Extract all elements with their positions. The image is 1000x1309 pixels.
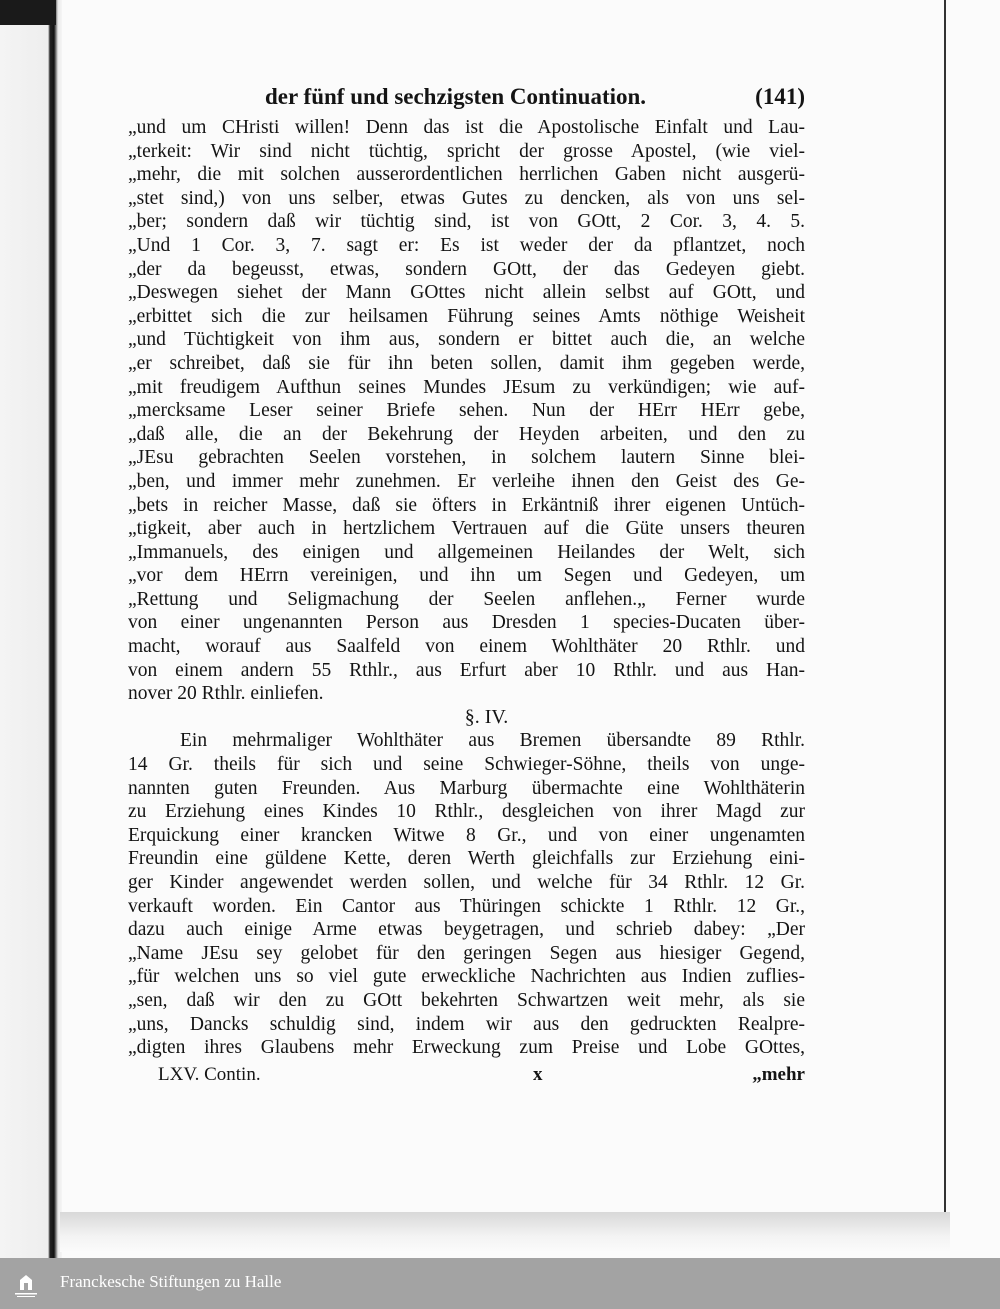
text-line: verkauft worden. Ein Cantor aus Thüringen schickte 1 Rthlr. 12 Gr., [128, 895, 805, 917]
text-line: „Und 1 Cor. 3, 7. sagt er: Es ist weder der da pflantzet, noch [128, 234, 805, 256]
book-page [128, 80, 805, 1094]
page-header [128, 80, 805, 116]
text-line: „tigkeit, aber auch in hertzlichem Vertrauen auf die Güte unsers theuren [128, 518, 805, 540]
text-line: „JEsu gebrachten Seelen vorstehen, in solchem lautern Sinne blei- [128, 447, 805, 469]
scan-left-edge [0, 0, 62, 1258]
text-line: zu Erziehung eines Kindes 10 Rthlr., desgleichen von ihrer Magd zur [128, 801, 805, 823]
text-line: „und Tüchtigkeit von ihm aus, sondern er bittet auch die, an welche [128, 329, 805, 351]
text-line: „Name JEsu sey gelobet für den geringen Segen aus hiesiger Gegend, [128, 942, 805, 964]
scan-bottom-shadow [60, 1212, 950, 1252]
text-line: „ben, und immer mehr zunehmen. Er verleihe ihnen den Geist des Ge- [128, 470, 805, 492]
text-line: „und um CHristi willen! Denn das ist die Apostolische Einfalt und Lau- [128, 117, 805, 138]
page-number: (141) [755, 84, 805, 109]
text-line: „digten ihres Glaubens mehr Erweckung zum Preise und Lobe GOttes, [128, 1037, 805, 1059]
text-line: Erquickung einer krancken Witwe 8 Gr., und von einer ungenamten [128, 824, 805, 846]
viewer-footer-bar [0, 1258, 1000, 1309]
text-line: „uns, Dancks schuldig sind, indem wir aus den gedruckten Realpre- [128, 1013, 805, 1035]
text-line: dazu auch einige Arme etwas beygetragen, und schrieb dabey: „Der [128, 919, 805, 941]
text-line: von einem andern 55 Rthlr., aus Erfurt aber 10 Rthlr. und aus Han- [128, 659, 805, 681]
text-line: ger Kinder angewendet werden sollen, und welche für 34 Rthlr. 12 Gr. [128, 872, 805, 893]
text-line: macht, worauf aus Saalfeld von einem Wohlthäter 20 Rthlr. und [128, 636, 805, 658]
text-line: „sen, daß wir den zu GOtt bekehrten Schwartzen weit mehr, als sie [128, 989, 805, 1011]
text-line: „für welchen uns so viel gute erweckliche Nachrichten aus Indien zuflies- [128, 966, 805, 988]
text-line: „terkeit: Wir sind nicht tüchtig, spricht der grosse Apostel, (wie viel- [128, 140, 805, 162]
text-line: „mit freudigem Aufthun seines Mundes JEsum zu verkündigen; wie auf- [128, 376, 805, 398]
text-line: 14 Gr. theils für sich und seine Schwieger-Söhne, theils von unge- [128, 754, 805, 776]
catchword: „mehr [752, 1063, 805, 1085]
franckesche-stiftungen-logo-icon [10, 1268, 42, 1300]
text-line: „daß alle, die an der Bekehrung der Heyden arbeiten, und den zu [128, 423, 805, 445]
paragraph-1 [128, 116, 805, 706]
text-line: von einer ungenannten Person aus Dresden 1 species-Ducaten über- [128, 612, 805, 634]
sheet-mark: x [533, 1063, 543, 1085]
text-line: Freundin eine güldene Kette, deren Werth gleichfalls zur Erziehung eini- [128, 848, 805, 870]
page-footer [128, 1064, 805, 1094]
signature-mark: LXV. Contin. [158, 1063, 261, 1085]
text-line: „mehr, die mit solchen ausserordentlichen herrlichen Gaben nicht ausgerü- [128, 164, 805, 186]
text-line: nover 20 Rthlr. einliefen. [128, 683, 324, 705]
paragraph-2 [128, 729, 805, 1059]
scan-right-edge [944, 0, 946, 1215]
text-line: „mercksame Leser seiner Briefe sehen. Nun der HErr HErr gebe, [128, 400, 805, 422]
text-line: „er schreibet, daß sie für ihn beten sollen, damit ihm gegeben werde, [128, 352, 805, 374]
text-line: „vor dem HErrn vereinigen, und ihn um Segen und Gedeyen, um [128, 565, 805, 587]
institution-name: Franckesche Stiftungen zu Halle [60, 1272, 282, 1291]
scan-corner-shadow [0, 0, 56, 25]
text-line: „Rettung und Seligmachung der Seelen anflehen.„ Ferner wurde [128, 588, 805, 610]
text-line: „Deswegen siehet der Mann GOttes nicht allein selbst auf GOtt, und [128, 282, 805, 304]
running-title: der fünf und sechzigsten Continuation. [265, 84, 647, 109]
text-line: „ber; sondern daß wir tüchtig sind, ist von GOtt, 2 Cor. 3, 4. 5. [128, 211, 805, 233]
section-heading: §. IV. [464, 705, 509, 728]
text-line: „bets in reicher Masse, daß sie öfters in Erkäntniß ihrer eigenen Untüch- [128, 494, 805, 516]
text-line: nannten guten Freunden. Aus Marburg übermachte eine Wohlthäterin [128, 777, 805, 799]
text-line: „der da begeusst, etwas, sondern GOtt, der das Gedeyen giebt. [128, 258, 805, 280]
text-line: „Immanuels, des einigen und allgemeinen Heilandes der Welt, sich [128, 541, 805, 563]
text-line: „stet sind,) von uns selber, etwas Gutes zu dencken, als von uns sel- [128, 187, 805, 209]
text-line: „erbittet sich die zur heilsamen Führung seines Amts nöthige Weisheit [128, 305, 805, 327]
text-line: Ein mehrmaliger Wohlthäter aus Bremen übersandte 89 Rthlr. [180, 730, 805, 752]
